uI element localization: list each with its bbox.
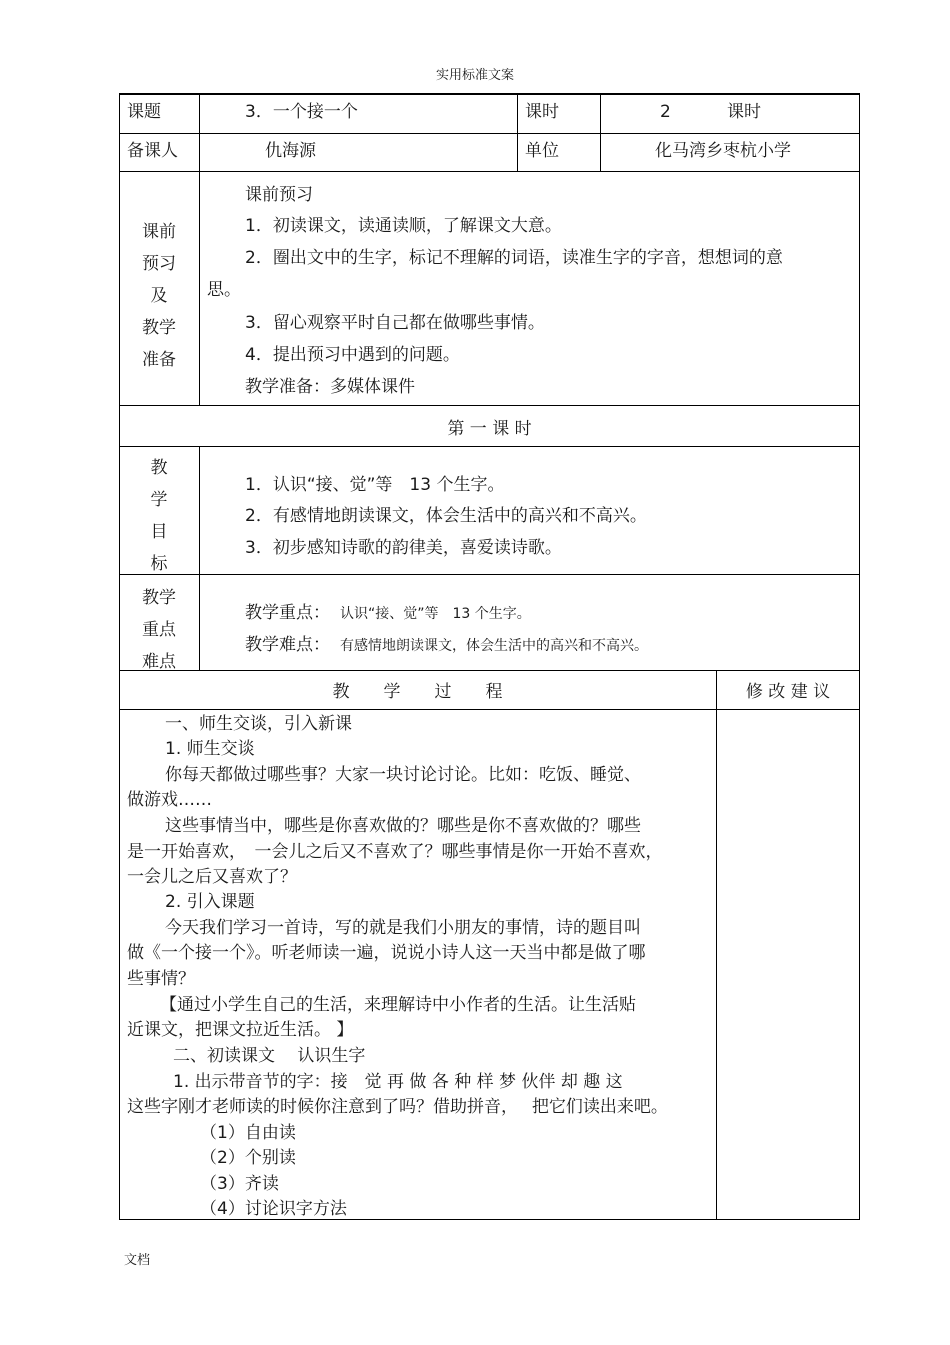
goal-item-2: 2．有感情地朗读课文，体会生活中的高兴和不高兴。 [245,506,647,526]
preview-item-2: 2．圈出文中的生字，标记不理解的词语，读准生字的字音，想想词的意 [245,248,783,268]
process-line: （2）个别读 [200,1148,296,1168]
teaching-prep: 教学准备：多媒体课件 [245,377,415,397]
topic-label: 课题 [127,102,161,122]
process-line: （3）齐读 [200,1174,279,1194]
key-point-value: 认识“接、觉”等 13 个生字。 [340,606,531,622]
hours-unit: 课时 [727,102,761,122]
preview-item-1: 1．初读课文，读通读顺，了解课文大意。 [245,216,562,236]
focus-label: 教学 重点 难点 [142,588,176,672]
preview-label: 课前 预习 及 教学 准备 [142,222,176,370]
hours-label: 课时 [525,102,559,122]
process-line: （1）自由读 [200,1123,296,1143]
topic-value: 3．一个接一个 [245,102,358,122]
process-line: 做游戏…… [127,790,212,810]
hours-number: 2 [660,102,671,122]
process-line: 一会儿之后又喜欢了？ [127,867,297,887]
goal-item-3: 3．初步感知诗歌的韵律美，喜爱读诗歌。 [245,538,562,558]
preview-item-3: 3．留心观察平时自己都在做哪些事情。 [245,313,545,333]
process-line: 做《一个接一个》。听老师读一遍，说说小诗人这一天当中都是做了哪 [127,943,646,963]
process-line: 些事情？ [127,969,195,989]
process-line: 一、师生交谈，引入新课 [165,714,352,734]
process-header: 教 学 过 程 [332,682,503,702]
process-line: 二、初读课文 认识生字 [173,1046,366,1066]
process-line: 你每天都做过哪些事？大家一块讨论讨论。比如：吃饭、睡觉、 [165,765,641,785]
key-point-label: 教学重点： [245,603,330,623]
unit-value: 化马湾乡枣杭小学 [655,141,791,161]
goals-label: 教 学 目 标 [150,458,168,574]
difficulty-label: 教学难点： [245,635,330,655]
lesson-1-title: 第 一 课 时 [447,419,532,439]
difficulty-value: 有感情地朗读课文，体会生活中的高兴和不高兴。 [340,638,648,654]
process-line: 1. 出示带音节的字：接 觉 再 做 各 种 样 梦 伙伴 却 趣 这 [173,1072,623,1092]
preview-title: 课前预习 [245,185,313,205]
page-header: 实用标准文案 [435,68,514,83]
process-line: 这些事情当中，哪些是你喜欢做的？哪些是你不喜欢做的？哪些 [165,816,641,836]
preview-item-4: 4．提出预习中遇到的问题。 [245,345,460,365]
process-line: 近课文，把课文拉近生活。 】 [127,1020,354,1040]
process-line: 今天我们学习一首诗，写的就是我们小朋友的事情，诗的题目叫 [165,918,641,938]
unit-label: 单位 [525,141,559,161]
process-line: 是一开始喜欢， 一会儿之后又不喜欢了？哪些事情是你一开始不喜欢， [127,842,663,862]
suggestion-header: 修 改 建 议 [745,682,831,702]
preparer-value: 仇海源 [265,141,316,161]
process-line: （4）讨论识字方法 [200,1199,347,1219]
preview-item-2-cont: 思。 [207,280,241,300]
process-line: 这些字刚才老师读的时候你注意到了吗？借助拼音， 把它们读出来吧。 [127,1097,668,1117]
preparer-label: 备课人 [127,141,178,161]
process-line: 2. 引入课题 [165,892,255,912]
process-line: 【通过小学生自己的生活，来理解诗中小作者的生活。让生活贴 [160,995,636,1015]
process-line: 1. 师生交谈 [165,739,255,759]
goal-item-1: 1．认识“接、觉”等 13 个生字。 [245,475,505,495]
page-footer: 文档 [124,1253,151,1268]
